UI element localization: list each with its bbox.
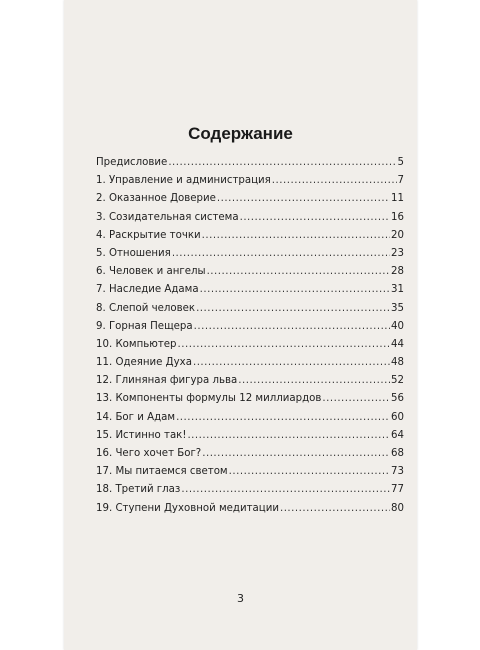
toc-entry-page: 23 <box>391 247 404 259</box>
toc-leader-dots <box>240 212 390 223</box>
toc-leader-dots <box>202 230 390 241</box>
toc-entry <box>96 212 404 230</box>
toc-entry-title: 13. Компоненты формулы 12 миллиардов <box>96 393 322 405</box>
toc-entry-title: 5. Отношения <box>96 247 171 259</box>
toc-entry-page: 73 <box>391 466 404 478</box>
toc-entry-page: 5 <box>397 157 404 168</box>
toc-entry-page: 80 <box>391 502 404 514</box>
toc-entry-title: 19. Ступени Духовной медитации <box>96 502 279 514</box>
toc-entry <box>96 393 404 411</box>
toc-leader-dots <box>202 448 390 459</box>
toc-leader-dots <box>176 412 390 423</box>
toc-entry <box>96 466 404 484</box>
table-of-contents <box>96 157 404 521</box>
toc-entry-title: 14. Бог и Адам <box>96 411 176 423</box>
toc-entry-page: 64 <box>391 429 404 441</box>
toc-entry-title: 4. Раскрытие точки <box>96 229 201 241</box>
toc-entry-page: 40 <box>391 320 404 332</box>
toc-leader-dots <box>238 375 390 386</box>
toc-entry <box>96 412 404 430</box>
toc-entry <box>96 303 404 321</box>
toc-entry-page: 31 <box>391 284 404 296</box>
toc-entry-title: 17. Мы питаемся светом <box>96 466 228 478</box>
toc-entry-title: 15. Истинно так! <box>96 429 187 441</box>
toc-entry <box>96 339 404 357</box>
toc-entry-page: 20 <box>391 229 404 241</box>
book-page <box>64 0 417 650</box>
toc-leader-dots <box>272 175 397 186</box>
toc-leader-dots <box>280 503 390 514</box>
toc-leader-dots <box>193 357 390 368</box>
toc-entry <box>96 157 404 175</box>
toc-entry-title: 1. Управление и администрация <box>96 175 271 187</box>
toc-entry <box>96 357 404 375</box>
toc-entry-page: 60 <box>391 411 404 423</box>
toc-entry-page: 52 <box>391 375 404 387</box>
page-title: Содержание <box>188 124 293 143</box>
toc-entry <box>96 484 404 502</box>
toc-leader-dots <box>194 321 390 332</box>
toc-leader-dots <box>207 266 390 277</box>
toc-entry-title: 2. Оказанное Доверие <box>96 193 216 205</box>
toc-entry-title: 7. Наследие Адама <box>96 284 199 296</box>
toc-entry-title: 18. Третий глаз <box>96 484 181 496</box>
toc-entry-title: 16. Чего хочет Бог? <box>96 448 202 459</box>
toc-entry-title: 10. Компьютер <box>96 338 177 350</box>
toc-entry-title: 12. Глиняная фигура льва <box>96 375 238 387</box>
toc-entry-page: 68 <box>391 448 404 459</box>
toc-entry-title: 8. Слепой человек <box>96 302 196 314</box>
toc-leader-dots <box>322 393 390 404</box>
toc-entry <box>96 284 404 302</box>
toc-entry-page: 16 <box>391 211 404 223</box>
toc-entry <box>96 430 404 448</box>
toc-leader-dots <box>181 484 390 495</box>
toc-entry <box>96 448 404 466</box>
toc-leader-dots <box>172 248 390 259</box>
toc-leader-dots <box>168 157 396 168</box>
toc-leader-dots <box>187 430 390 441</box>
toc-entry-title: 11. Одеяние Духа <box>96 357 192 369</box>
toc-entry <box>96 248 404 266</box>
toc-entry-title: Предисловие <box>96 157 168 168</box>
toc-entry-title: 6. Человек и ангелы <box>96 266 206 278</box>
toc-entry-page: 56 <box>391 393 404 405</box>
toc-entry <box>96 375 404 393</box>
toc-leader-dots <box>196 303 390 314</box>
toc-entry-page: 44 <box>391 338 404 350</box>
toc-entry <box>96 230 404 248</box>
toc-entry-page: 28 <box>391 266 404 278</box>
toc-entry <box>96 321 404 339</box>
toc-entry-page: 48 <box>391 357 404 369</box>
toc-entry-page: 7 <box>397 175 404 187</box>
toc-leader-dots <box>229 466 390 477</box>
toc-entry-title: 3. Созидательная система <box>96 211 239 223</box>
toc-entry-page: 35 <box>391 302 404 314</box>
toc-leader-dots <box>200 284 390 295</box>
toc-entry <box>96 503 404 521</box>
toc-entry <box>96 175 404 193</box>
toc-entry <box>96 266 404 284</box>
toc-leader-dots <box>217 193 390 204</box>
toc-entry-title: 9. Горная Пещера <box>96 320 193 332</box>
toc-entry-page: 77 <box>391 484 404 496</box>
toc-entry <box>96 193 404 211</box>
toc-leader-dots <box>178 339 391 350</box>
page-number: 3 <box>237 592 244 605</box>
toc-entry-page: 11 <box>391 193 404 205</box>
